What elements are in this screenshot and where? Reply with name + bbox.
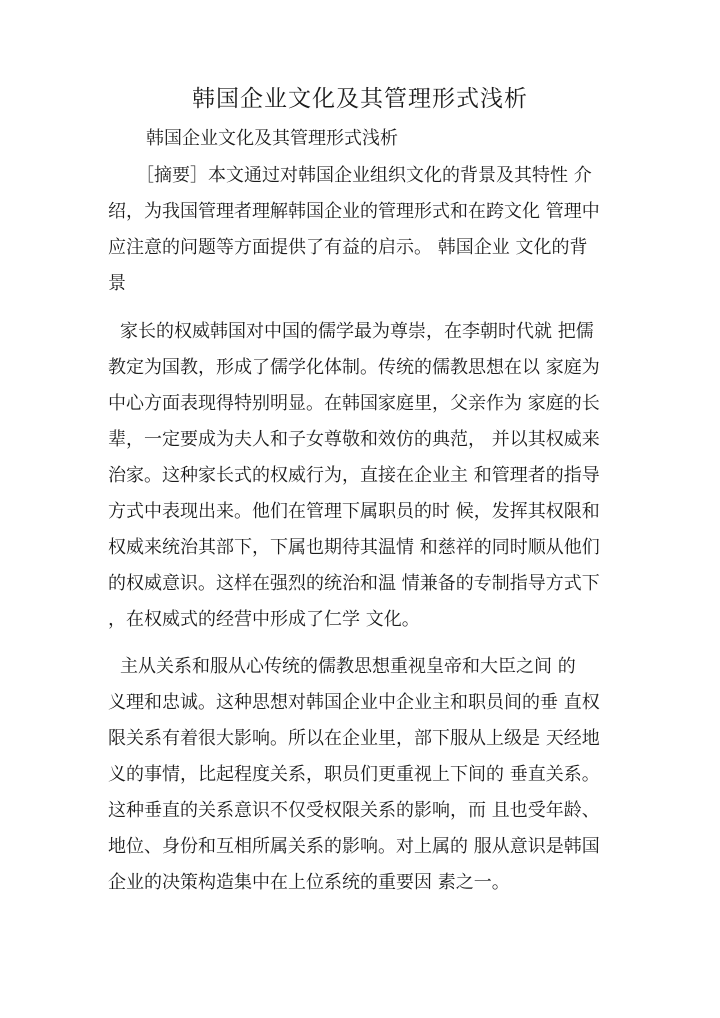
document-title: 韩国企业文化及其管理形式浅析	[192, 86, 528, 112]
paragraph-line: 企业的决策构造集中在上位系统的重要因 素之一。	[108, 872, 510, 893]
paragraph-line: 义理和忠诚。这种思想对韩国企业中企业主和职员间的垂 直权	[108, 692, 600, 713]
abstract-line: 景	[108, 273, 126, 294]
abstract-line: 绍，为我国管理者理解韩国企业的管理形式和在跨文化 管理中	[108, 201, 600, 222]
paragraph-line: 主从关系和服从心传统的儒教思想重视皇帝和大臣之间 的	[120, 656, 576, 677]
paragraph-line: 这种垂直的关系意识不仅受权限关系的影响，而 且也受年龄、	[108, 800, 600, 821]
paragraph-family-authority	[108, 314, 618, 638]
paragraph-line: 家长的权威韩国对中国的儒学最为尊崇，在李朝时代就 把儒	[120, 321, 594, 342]
paragraph-line: 辈，一定要成为夫人和子女尊敬和效仿的典范， 并以其权威来	[108, 429, 600, 450]
paragraph-line: 地位、身份和互相所属关系的影响。对上属的 服从意识是韩国	[108, 836, 600, 857]
paragraph-obedience	[108, 649, 618, 901]
paragraph-line: 权威来统治其部下，下属也期待其温情 和慈祥的同时顺从他们	[108, 537, 600, 558]
paragraph-line: 治家。这种家长式的权威行为，直接在企业主 和管理者的指导	[108, 465, 600, 486]
paragraph-line: 限关系有着很大影响。所以在企业里，部下服从上级是 天经地	[108, 728, 600, 749]
paragraph-line: 方式中表现出来。他们在管理下属职员的时 候，发挥其权限和	[108, 501, 600, 522]
paragraph-line: 义的事情，比起程度关系，职员们更重视上下间的 垂直关系。	[108, 764, 600, 785]
document-subtitle: 韩国企业文化及其管理形式浅析	[146, 128, 398, 149]
paragraph-line: 教定为国教，形成了儒学化体制。传统的儒教思想在以 家庭为	[108, 357, 600, 378]
paragraph-line: 的权威意识。这样在强烈的统治和温 情兼备的专制指导方式下	[108, 573, 600, 594]
abstract-line: ［摘要］本文通过对韩国企业组织文化的背景及其特性 介	[136, 165, 592, 186]
paragraph-line: 中心方面表现得特别明显。在韩国家庭里，父亲作为 家庭的长	[108, 393, 600, 414]
abstract-paragraph	[108, 158, 618, 302]
abstract-line: 应注意的问题等方面提供了有益的启示。 韩国企业 文化的背	[108, 237, 588, 258]
paragraph-line: ，在权威式的经营中形成了仁学 文化。	[108, 609, 420, 630]
